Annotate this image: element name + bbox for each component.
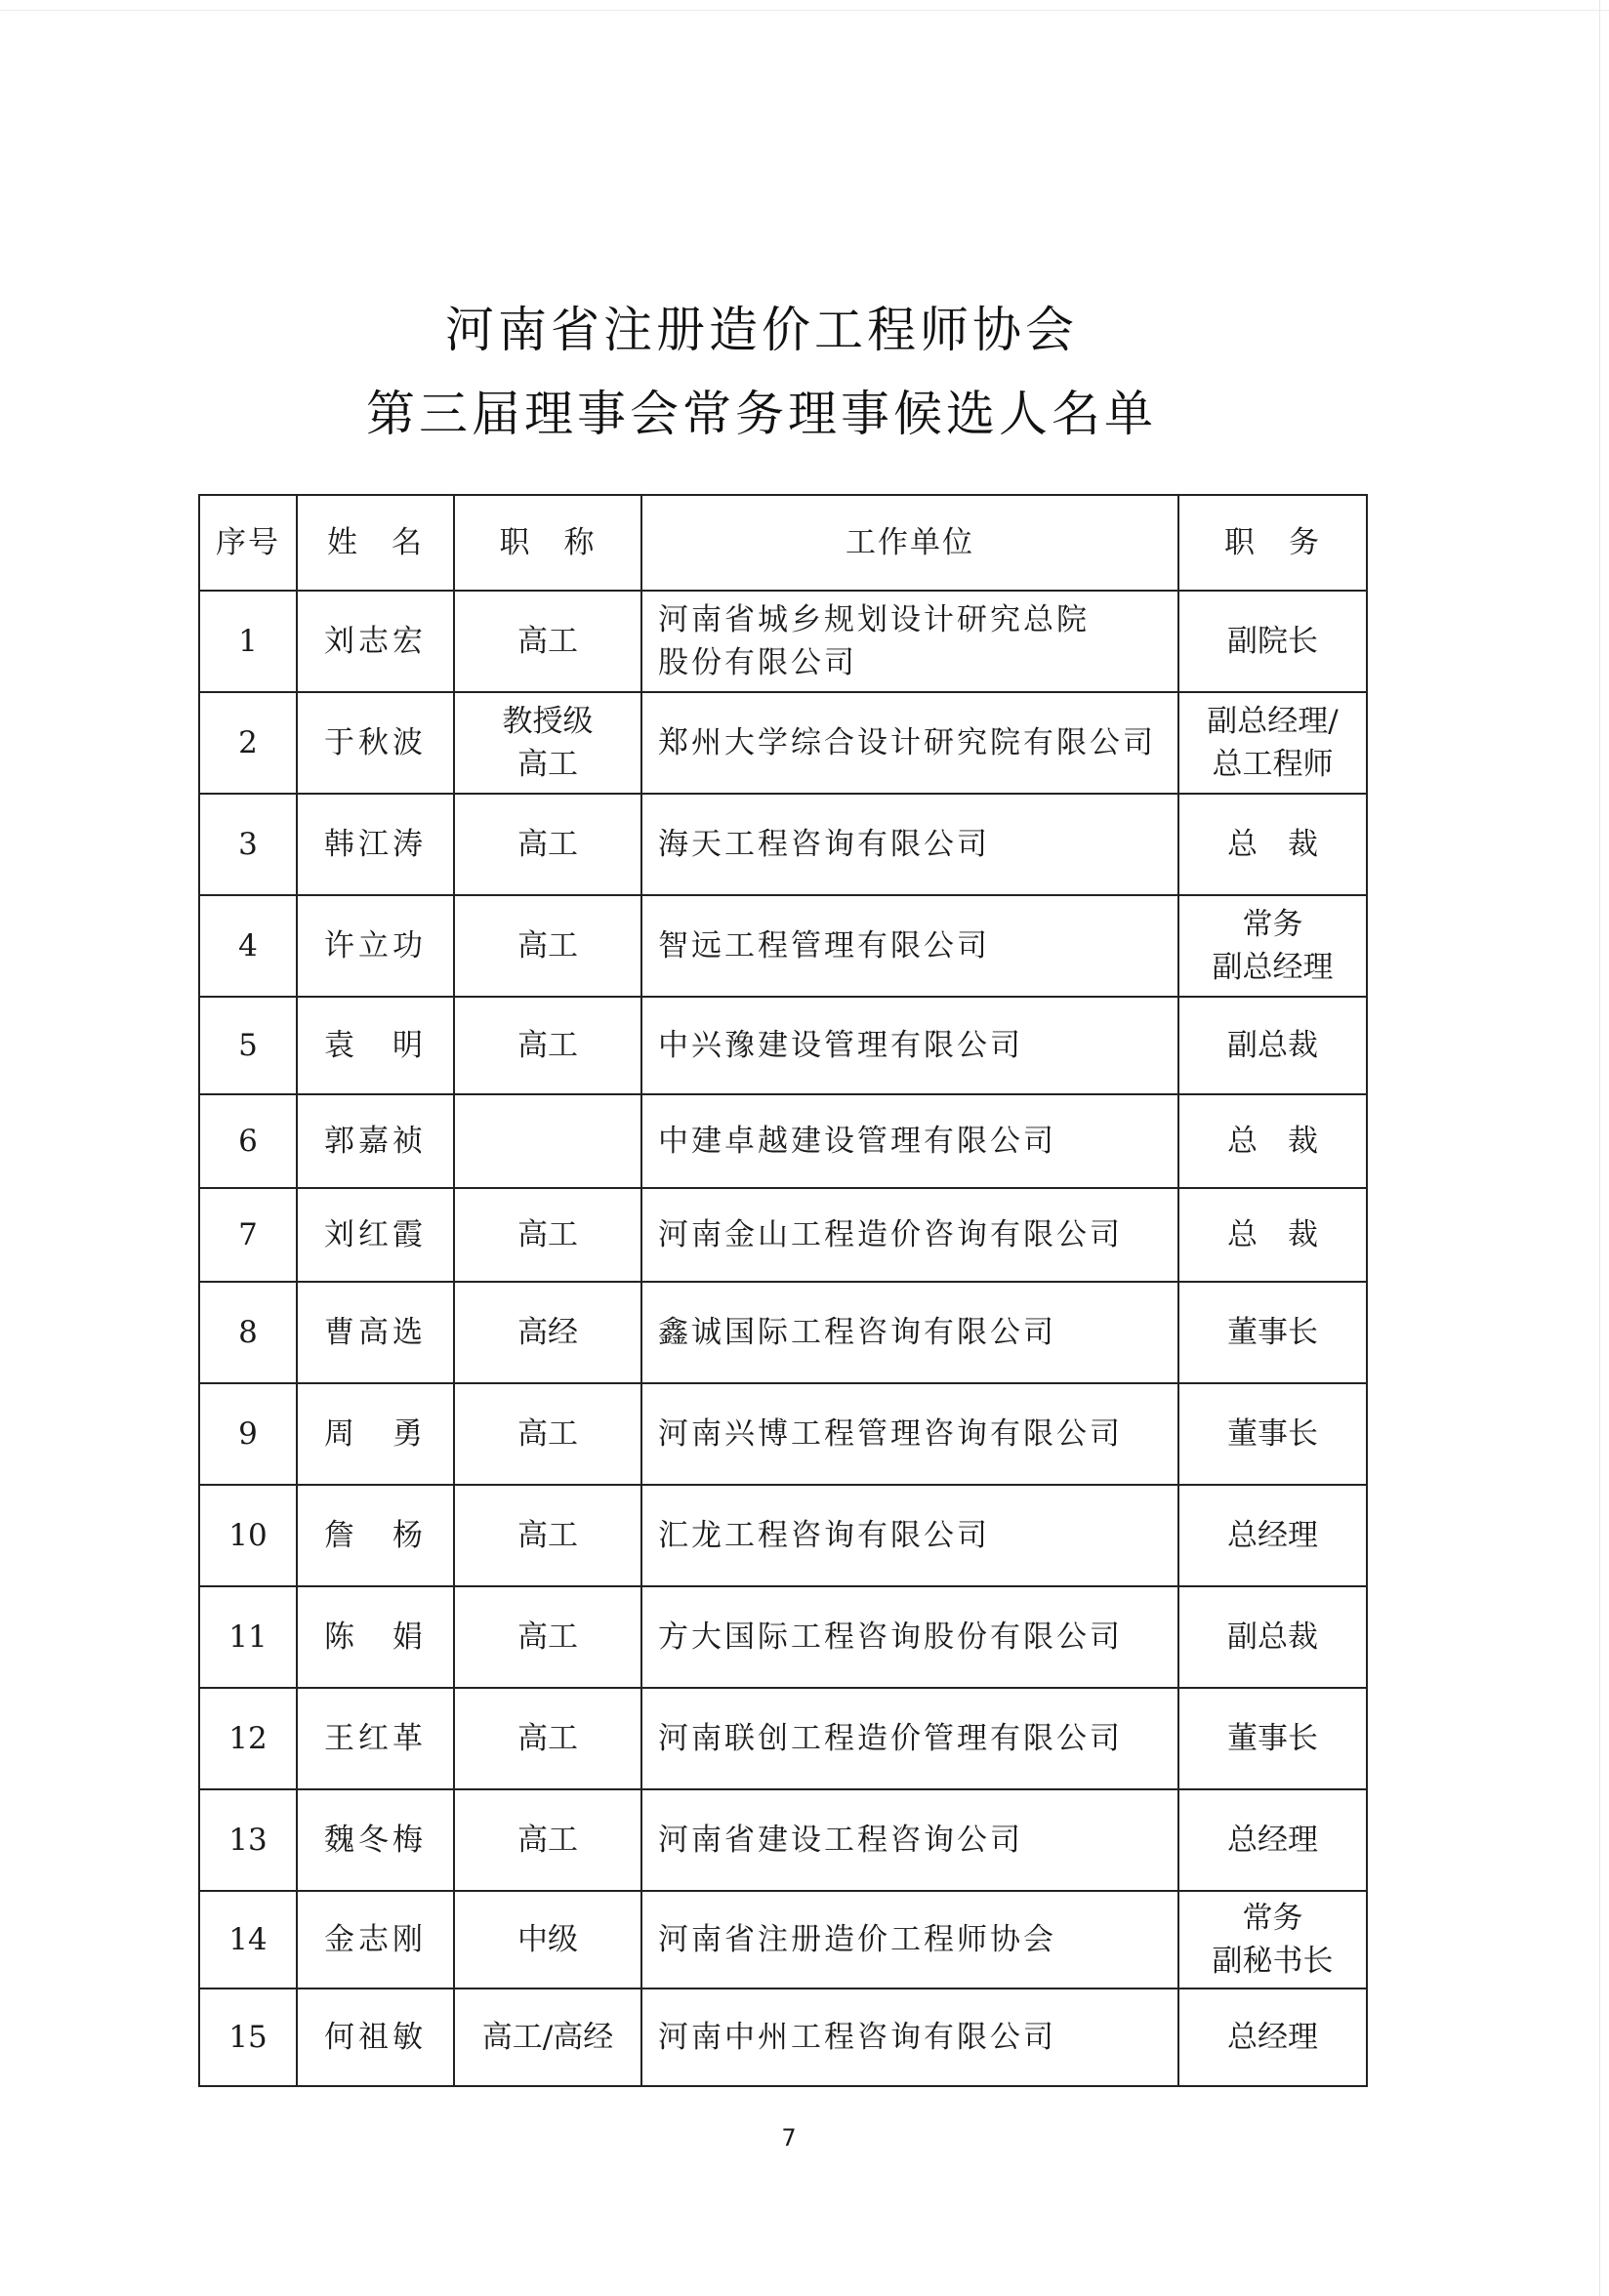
cell-name: 詹 杨 [297,1485,454,1586]
table-row [199,1383,1367,1485]
table-row [199,1586,1367,1688]
table-row [199,1688,1367,1789]
cell-unit: 河南省建设工程咨询公司 [641,1789,1178,1891]
header-no: 序号 [199,495,297,591]
table-row [199,692,1367,794]
cell-name: 魏冬梅 [297,1789,454,1891]
cell-unit: 河南联创工程造价管理有限公司 [641,1688,1178,1789]
cell-title: 高工 [454,997,641,1094]
cell-title: 中级 [454,1891,641,1988]
cell-name: 韩江涛 [297,794,454,895]
cell-no: 14 [199,1891,297,1988]
table-row [199,997,1367,1094]
cell-position: 董事长 [1178,1688,1367,1789]
cell-name: 金志刚 [297,1891,454,1988]
cell-position: 董事长 [1178,1383,1367,1485]
table-header-row [199,495,1367,591]
table-row [199,591,1367,692]
cell-unit: 智远工程管理有限公司 [641,895,1178,997]
table-row [199,1188,1367,1282]
cell-no: 9 [199,1383,297,1485]
cell-no: 3 [199,794,297,895]
table-row [199,1094,1367,1188]
cell-unit: 汇龙工程咨询有限公司 [641,1485,1178,1586]
cell-position: 总 裁 [1178,794,1367,895]
cell-unit: 中建卓越建设管理有限公司 [641,1094,1178,1188]
table-row [199,1988,1367,2086]
cell-name: 周 勇 [297,1383,454,1485]
cell-no: 8 [199,1282,297,1383]
cell-unit: 河南省注册造价工程师协会 [641,1891,1178,1988]
cell-unit: 河南金山工程造价咨询有限公司 [641,1188,1178,1282]
cell-unit: 河南中州工程咨询有限公司 [641,1988,1178,2086]
cell-no: 12 [199,1688,297,1789]
cell-no: 7 [199,1188,297,1282]
cell-name: 许立功 [297,895,454,997]
cell-name: 刘志宏 [297,591,454,692]
table-row [199,1891,1367,1988]
cell-title: 教授级 高工 [454,692,641,794]
table-row [199,794,1367,895]
cell-unit: 方大国际工程咨询股份有限公司 [641,1586,1178,1688]
cell-title: 高工 [454,591,641,692]
cell-position: 董事长 [1178,1282,1367,1383]
cell-position: 副院长 [1178,591,1367,692]
cell-no: 6 [199,1094,297,1188]
cell-position: 副总裁 [1178,1586,1367,1688]
cell-no: 2 [199,692,297,794]
cell-title: 高工 [454,1383,641,1485]
header-title: 职 称 [454,495,641,591]
cell-position: 总经理 [1178,1485,1367,1586]
cell-title: 高工 [454,1188,641,1282]
cell-title: 高工 [454,1586,641,1688]
header-name: 姓 名 [297,495,454,591]
cell-unit: 中兴豫建设管理有限公司 [641,997,1178,1094]
cell-no: 5 [199,997,297,1094]
cell-title: 高工 [454,895,641,997]
cell-position: 总 裁 [1178,1188,1367,1282]
header-unit: 工作单位 [641,495,1178,591]
scan-edge-top [0,10,1609,11]
cell-name: 刘红霞 [297,1188,454,1282]
cell-name: 郭嘉祯 [297,1094,454,1188]
cell-no: 15 [199,1988,297,2086]
candidate-table [198,494,1368,2087]
cell-name: 何祖敏 [297,1988,454,2086]
page-number: 7 [781,2124,797,2152]
cell-position: 总 裁 [1178,1094,1367,1188]
cell-name: 于秋波 [297,692,454,794]
cell-no: 11 [199,1586,297,1688]
cell-position: 副总经理/ 总工程师 [1178,692,1367,794]
cell-name: 陈 娟 [297,1586,454,1688]
cell-position: 总经理 [1178,1789,1367,1891]
cell-no: 13 [199,1789,297,1891]
cell-no: 4 [199,895,297,997]
cell-position: 常务 副秘书长 [1178,1891,1367,1988]
table-row [199,1282,1367,1383]
cell-unit: 河南兴博工程管理咨询有限公司 [641,1383,1178,1485]
cell-name: 王红革 [297,1688,454,1789]
cell-no: 10 [199,1485,297,1586]
table-row [199,1789,1367,1891]
document-title: 河南省注册造价工程师协会 [445,302,1078,358]
cell-no: 1 [199,591,297,692]
cell-position: 总经理 [1178,1988,1367,2086]
cell-title: 高工 [454,1789,641,1891]
cell-title: 高工/高经 [454,1988,641,2086]
cell-unit: 鑫诚国际工程咨询有限公司 [641,1282,1178,1383]
cell-title: 高工 [454,1485,641,1586]
scan-edge-right [1599,0,1600,2296]
cell-title: 高工 [454,1688,641,1789]
cell-unit: 郑州大学综合设计研究院有限公司 [641,692,1178,794]
document-subtitle: 第三届理事会常务理事候选人名单 [366,386,1157,442]
table-body [199,591,1367,2086]
cell-title: 高工 [454,794,641,895]
header-position: 职 务 [1178,495,1367,591]
cell-title [454,1094,641,1188]
cell-name: 袁 明 [297,997,454,1094]
cell-name: 曹高选 [297,1282,454,1383]
cell-unit: 海天工程咨询有限公司 [641,794,1178,895]
cell-position: 常务 副总经理 [1178,895,1367,997]
cell-position: 副总裁 [1178,997,1367,1094]
table-row [199,895,1367,997]
cell-title: 高经 [454,1282,641,1383]
cell-unit: 河南省城乡规划设计研究总院 股份有限公司 [641,591,1178,692]
table-row [199,1485,1367,1586]
